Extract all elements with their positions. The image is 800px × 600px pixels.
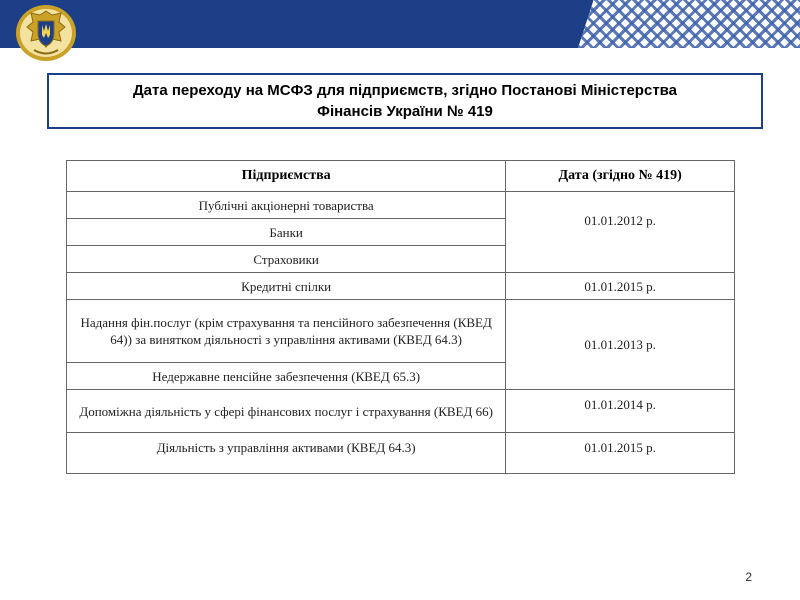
column-header-entities: Підприємства: [67, 161, 506, 192]
date-cell: 01.01.2015 р.: [506, 273, 735, 300]
slide-title: [75, 80, 735, 122]
entity-cell: Публічні акціонерні товариства: [67, 192, 506, 219]
ornament-pattern: [578, 0, 800, 48]
column-header-date: Дата (згідно № 419): [506, 161, 735, 192]
table-row: [67, 300, 735, 363]
entity-cell: Діяльність з управління активами (КВЕД 64.3): [67, 433, 506, 474]
table-header-row: [67, 161, 735, 192]
entity-cell: Надання фін.послуг (крім страхування та пенсійного забезпечення (КВЕД 64)) за винятком діяльності з управління активами (КВЕД 64.3): [67, 300, 506, 363]
entity-cell: Допоміжна діяльність у сфері фінансових послуг і страхування (КВЕД 66): [67, 390, 506, 433]
slide-title-line1: Дата переходу на МСФЗ для підприємств, згідно Постанові Міністерства: [132, 82, 678, 99]
page-number: 2: [745, 570, 752, 584]
slide-title-line2: Фінансів України № 419: [317, 103, 493, 120]
title-box: [47, 73, 763, 129]
table-row: [67, 390, 735, 433]
date-cell: 01.01.2015 р.: [506, 433, 735, 474]
table-row: [67, 273, 735, 300]
date-cell: 01.01.2014 р.: [506, 390, 735, 433]
entity-cell: Недержавне пенсійне забезпечення (КВЕД 65.3): [67, 363, 506, 390]
date-cell: 01.01.2013 р.: [506, 300, 735, 390]
date-cell: 01.01.2012 р.: [506, 192, 735, 273]
entity-cell: Страховики: [67, 246, 506, 273]
table-row: [67, 192, 735, 219]
ministry-emblem-icon: [14, 2, 78, 62]
ifrs-transition-table: [66, 160, 735, 474]
entity-cell: Кредитні спілки: [67, 273, 506, 300]
entity-cell: Банки: [67, 219, 506, 246]
table-row: [67, 433, 735, 474]
